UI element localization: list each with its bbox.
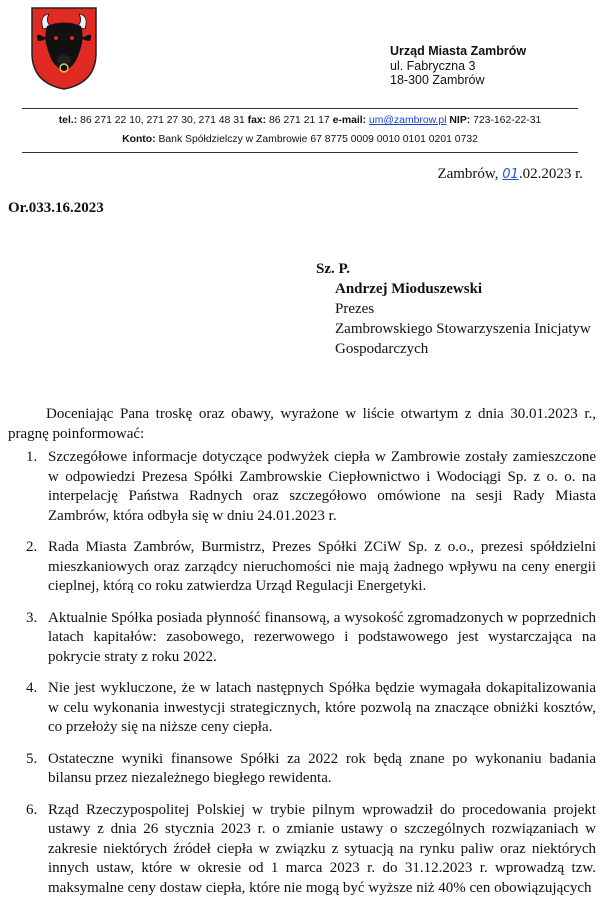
date-day-handwritten: 01: [502, 167, 519, 182]
list-item-number: 6.: [26, 801, 38, 818]
recipient-name: Andrzej Mioduszewski: [335, 281, 483, 297]
list-item: [8, 609, 596, 668]
list-item-text: Szczegółowe informacje dotyczące podwyżek ciepła w Zambrowie zostały zamieszczone w odpowiedzi Prezesa Spółki Zambrowskie Ciepłownictwo i Wodociągi Sp. z o. o. na interpelację Państwa Radnych oraz szczegółowo omówione na sesji Rady Miasta Zambrów, która odbyła się w dniu 24.01.2023 r.: [48, 449, 596, 524]
fax-label: fax:: [247, 115, 267, 126]
list-item: [8, 538, 596, 597]
reference-number: Or.033.16.2023: [8, 200, 104, 216]
list-item-text: Rada Miasta Zambrów, Burmistrz, Prezes Spółki ZCiW Sp. z o.o., prezesi spółdzielni mieszkaniowych oraz zarządcy nieruchomości nie mają żadnego wpływu na ceny energii cieplnej, którą co roku zatwierdza Urząd Regulacji Energetyki.: [48, 539, 596, 594]
list-item-number: 4.: [26, 680, 38, 696]
list-item: [8, 801, 596, 899]
account-value: Bank Spółdzielczy w Zambrowie 67 8775 0009 0010 0101 0201 0732: [158, 134, 478, 145]
tel-label: tel.:: [58, 115, 78, 126]
header-rule: [22, 108, 578, 109]
list-item-text: Aktualnie Spółka posiada płynność finansową, a wysokość zgromadzonych w poprzednich latach kapitałów: zasobowego, rezerwowego i podstawowego jest wystarczająca na pokrycie straty z roku 2022.: [48, 609, 596, 665]
office-address-block: [390, 44, 526, 88]
list-item: [8, 750, 596, 789]
list-item-number: 1.: [26, 449, 38, 465]
recipient-title: Prezes: [335, 301, 375, 317]
nip-label: NIP:: [449, 115, 471, 126]
list-item-number: 3.: [26, 609, 38, 626]
contact-rule: [22, 152, 578, 153]
fax-value: 86 271 21 17: [269, 115, 330, 126]
date-place: Zambrów,: [437, 166, 499, 182]
list-item: [8, 679, 596, 738]
coat-of-arms-logo: [29, 5, 99, 91]
office-city: 18-300 Zambrów: [390, 73, 485, 87]
email-label: e-mail:: [332, 115, 367, 126]
list-item-text: Nie jest wykluczone, że w latach następnych Spółka będzie wymagała dokapitalizowania w celu wykonania inwestycji strategicznych, które pozwolą na znaczące obniżki kosztów, co przełoży się na niższe ceny ciepła.: [48, 680, 596, 735]
office-street: ul. Fabryczna 3: [390, 58, 476, 73]
recipient-salutation: Sz. P.: [316, 261, 351, 277]
list-item-text: Ostateczne wyniki finansowe Spółki za 2022 rok będą znane po wykonaniu badania bilansu przez niezależnego biegłego rewidenta.: [48, 750, 596, 786]
dateline: [437, 166, 583, 183]
recipient-org-line1: Zambrowskiego Stowarzyszenia Inicjatyw: [335, 321, 591, 337]
account-line: [22, 134, 578, 145]
list-item-text: Rząd Rzeczypospolitej Polskiej w trybie pilnym wprowadził do procedowania projekt ustawy z dnia 26 stycznia 2023 r. o zmianie ustawy o szczególnych rozwiązaniach w zakresie niektórych źródeł ciepła w związku z sytuacją na rynku paliw oraz niektórych innych ustaw, które w okresie od 1 marca 2023 r. do 31.12.2023 r. wprowadzą tzw. maksymalne ceny dostaw ciepła, które nie mogą być wyższe niż 40% cen obowiązujących: [48, 801, 596, 896]
account-label: Konto:: [122, 134, 156, 145]
date-rest: .02.2023 r.: [518, 166, 583, 182]
list-item-number: 2.: [26, 539, 38, 555]
points-list: [8, 448, 596, 910]
office-name: Urząd Miasta Zambrów: [390, 44, 527, 58]
recipient-org-line2: Gospodarczych: [335, 341, 429, 357]
recipient-block: [316, 259, 591, 359]
contact-line: [22, 115, 578, 126]
list-item: [8, 448, 596, 526]
intro-paragraph: Doceniając Pana troskę oraz obawy, wyrażone w liście otwartym z dnia 30.01.2023 r., pragnę poinformować:: [8, 406, 596, 442]
nip-value: 723-162-22-31: [473, 115, 542, 126]
email-link[interactable]: um@zambrow.pl: [368, 115, 447, 126]
list-item-number: 5.: [26, 750, 38, 767]
tel-value: 86 271 22 10, 271 27 30, 271 48 31: [80, 115, 245, 126]
